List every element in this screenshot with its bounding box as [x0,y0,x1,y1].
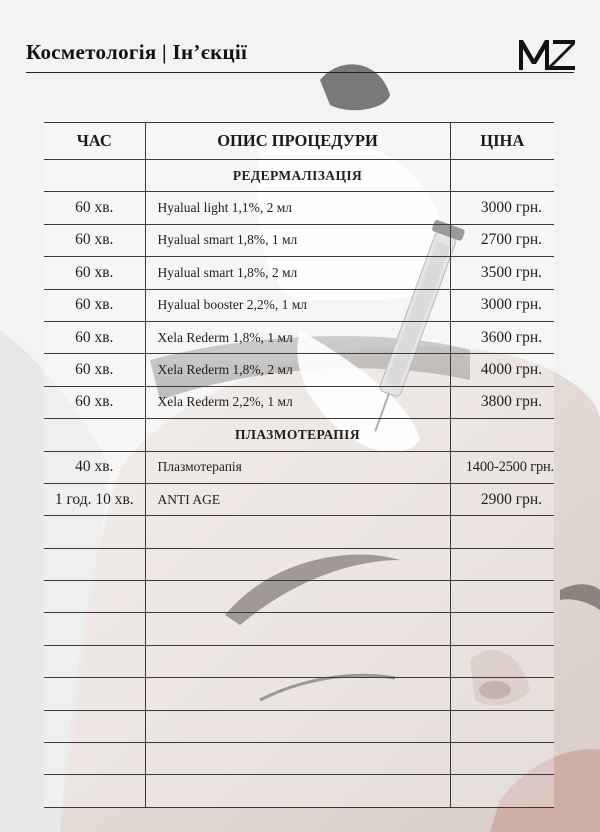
empty-cell [44,516,145,548]
empty-cell [145,613,450,645]
empty-row [44,678,554,710]
empty-row [44,581,554,613]
row-description: Hyalual smart 1,8%, 2 мл [145,257,450,289]
row-time: 60 хв. [44,321,145,353]
empty-cell [145,581,450,613]
row-time: 40 хв. [44,451,145,483]
row-price: 2900 грн. [450,483,554,515]
row-price: 3800 грн. [450,386,554,418]
table-row [44,224,554,256]
table-row [44,483,554,515]
column-header-time: ЧАС [44,123,145,160]
empty-cell [44,419,145,451]
row-description: Xela Rederm 1,8%, 1 мл [145,321,450,353]
row-price: 1400-2500 грн. [450,451,554,483]
section-row-plasmotherapy [44,419,554,451]
empty-cell [44,743,145,775]
row-description: ANTI AGE [145,483,450,515]
section-row-redermalization [44,160,554,192]
empty-cell [450,160,554,192]
page-title: Косметологія | Ін’єкції [26,40,248,64]
empty-cell [44,710,145,742]
column-header-description: ОПИС ПРОЦЕДУРИ [145,123,450,160]
section-title: ПЛАЗМОТЕРАПІЯ [145,419,450,451]
empty-row [44,645,554,677]
table-row [44,289,554,321]
row-time: 60 хв. [44,354,145,386]
table-header-row [44,123,554,160]
empty-cell [44,775,145,807]
column-header-price: ЦІНА [450,123,554,160]
empty-cell [145,516,450,548]
row-time: 60 хв. [44,192,145,224]
row-time: 1 год. 10 хв. [44,483,145,515]
row-price: 2700 грн. [450,224,554,256]
section-title: РЕДЕРМАЛІЗАЦІЯ [145,160,450,192]
row-price: 3500 грн. [450,257,554,289]
empty-cell [145,645,450,677]
row-price: 3000 грн. [450,289,554,321]
table-row [44,321,554,353]
table-row [44,386,554,418]
row-time: 60 хв. [44,224,145,256]
empty-row [44,743,554,775]
empty-cell [450,645,554,677]
page-header [0,0,600,78]
empty-cell [44,548,145,580]
empty-cell [450,613,554,645]
table-row [44,451,554,483]
row-price: 3600 грн. [450,321,554,353]
empty-cell [44,160,145,192]
row-description: Hyalual light 1,1%, 2 мл [145,192,450,224]
empty-cell [44,581,145,613]
table-row [44,257,554,289]
row-description: Hyalual booster 2,2%, 1 мл [145,289,450,321]
header-divider [26,72,574,73]
empty-row [44,775,554,807]
empty-cell [145,710,450,742]
empty-cell [44,645,145,677]
row-price: 4000 грн. [450,354,554,386]
row-time: 60 хв. [44,257,145,289]
empty-cell [450,678,554,710]
row-time: 60 хв. [44,386,145,418]
row-description: Xela Rederm 2,2%, 1 мл [145,386,450,418]
empty-cell [450,419,554,451]
table-row [44,192,554,224]
empty-row [44,710,554,742]
empty-cell [145,775,450,807]
row-description: Плазмотерапія [145,451,450,483]
empty-cell [450,581,554,613]
empty-cell [450,516,554,548]
row-description: Hyalual smart 1,8%, 1 мл [145,224,450,256]
table-row [44,354,554,386]
empty-cell [450,743,554,775]
empty-cell [44,678,145,710]
empty-cell [145,678,450,710]
empty-row [44,516,554,548]
empty-cell [145,743,450,775]
row-price: 3000 грн. [450,192,554,224]
row-description: Xela Rederm 1,8%, 2 мл [145,354,450,386]
empty-cell [450,710,554,742]
empty-cell [44,613,145,645]
price-table [44,122,554,808]
row-time: 60 хв. [44,289,145,321]
empty-cell [450,775,554,807]
empty-row [44,548,554,580]
empty-row [44,613,554,645]
price-table-wrapper [44,122,554,808]
empty-cell [450,548,554,580]
ms-logo-icon [517,37,577,71]
empty-cell [145,548,450,580]
